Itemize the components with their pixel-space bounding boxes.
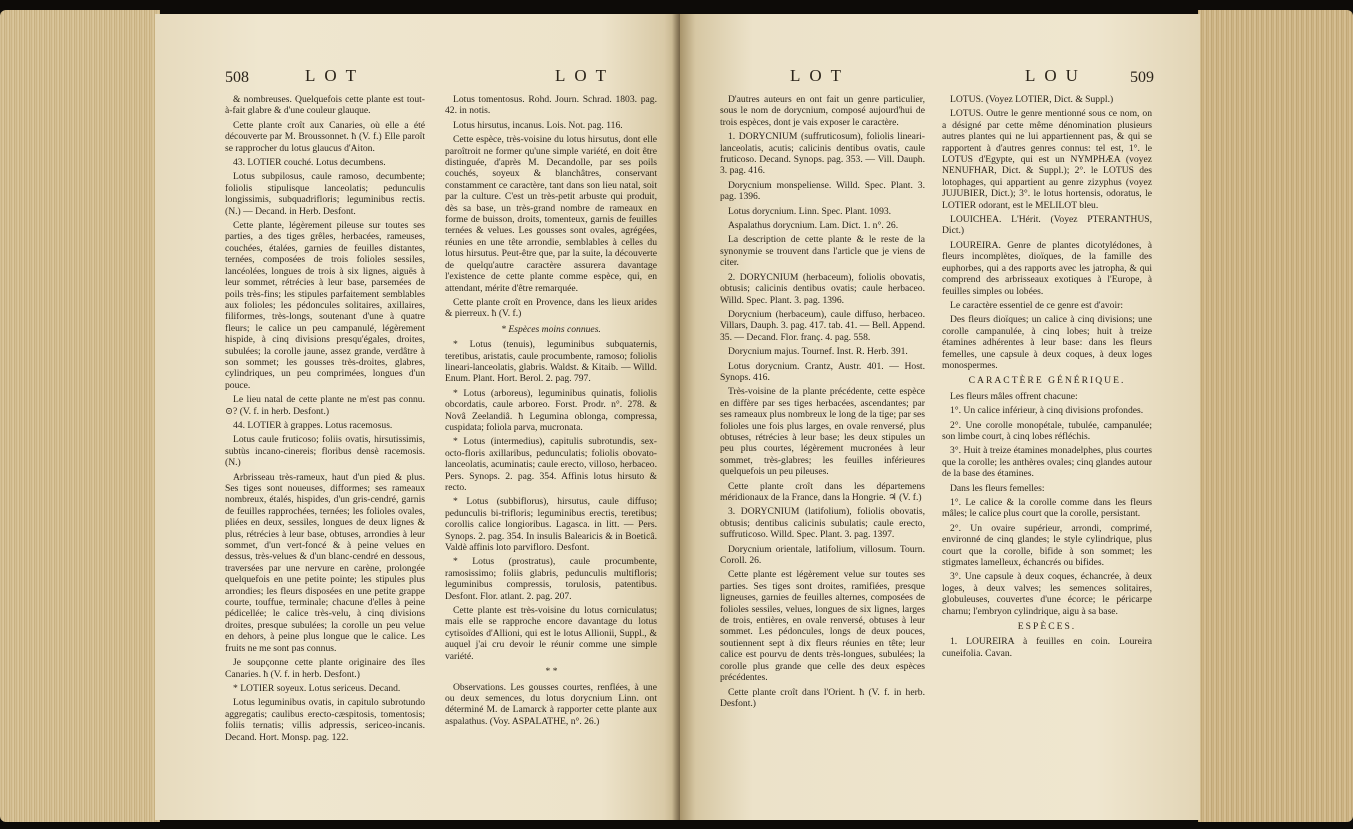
paragraph: Dorycnium monspeliense. Willd. Spec. Plant. 3. pag. 1396. xyxy=(720,179,925,203)
paragraph: * Lotus (arboreus), leguminibus quinatis, foliolis obcordatis, caule arboreo. Forst. Prodr. n°. 278. & Novâ Zeelandiâ. ħ Legumina oblonga, compressa, cuspidata; foliola parva, mucronata. xyxy=(445,387,657,433)
paragraph: LOUICHEA. L'Hérit. (Voyez PTERANTHUS, Dict.) xyxy=(942,214,1152,237)
paragraph: Dorycnium orientale, latifolium, villosum. Tourn. Coroll. 26. xyxy=(720,543,925,567)
paragraph: 44. LOTIER à grappes. Lotus racemosus. xyxy=(233,419,393,431)
paragraph: 43. LOTIER couché. Lotus decumbens. xyxy=(233,157,386,169)
paragraph: Observations. Les gousses courtes, renflées, à une ou deux semences, du lotus dorycnium Linn. ont déterminé M. de Lamarck à rapporter cette plante aux aspalathus. (Voy. ASPALATHE, n°. 26.) xyxy=(445,681,657,727)
paragraph: Le lieu natal de cette plante ne m'est pas connu. ⊙? (V. f. in herb. Desfont.) xyxy=(225,394,425,417)
paragraph: Très-voisine de la plante précédente, cette espèce en diffère par ses tiges herbacées, ascendantes; par ses rameaux plus nombreux le long de la tige; par ses folioles une fois plus larges, en ovale renversé, plus obtuses, rétrécies à leur base; les deux stipules un peu plus courtes, légèrement mucronées à leur sommet, très-glabres; les feuilles inférieures quelquefois un peu pileuses. xyxy=(720,386,925,478)
right-page xyxy=(680,14,1200,820)
paragraph: LOUREIRA. Genre de plantes dicotylédones, à fleurs incomplètes, dioïques, de la famille des euphorbes, qui a des rapports avec les jatropha, & qui comprend des arbrisseaux exotiques à l'Europe, à feuilles simples ou lobées. xyxy=(942,239,1152,297)
left-page-edges xyxy=(0,10,160,822)
paragraph: Lotus tomentosus. Rohd. Journ. Schrad. 1803. pag. 42. in notis. xyxy=(445,94,657,117)
paragraph: Lotus leguminibus ovatis, in capitulo subrotundo aggregatis; caulibus erecto-cæspitosis, tomentosis; foliis ternatis; villis adpressis, sericeo-incanis. Decand. Hort. Monsp. pag. 122. xyxy=(225,697,425,743)
right-page-number: 509 xyxy=(1130,69,1154,86)
right-column-1 xyxy=(720,94,925,712)
paragraph: Lotus caule fruticoso; foliis ovatis, hirsutissimis, subtùs incano-cinereis; floribus densè racemosis. (N.) xyxy=(225,434,425,469)
paragraph: Lotus subpilosus, caule ramoso, decumbente; foliolis stipulisque lanceolatis; pedunculis longissimis, subquadrifloris; leguminibus rectis. (N.) — Decand. in Herb. Desfont. xyxy=(225,171,425,217)
paragraph: 2. DORYCNIUM (herbaceum), foliolis obovatis, obtusis; calicinis dentibus ovatis; caule herbaceo. Willd. Spec. Plant. 3. pag. 1396. xyxy=(720,271,925,306)
paragraph: Cette plante est légèrement velue sur toutes ses parties. Ses tiges sont droites, ramifiées, presque ligneuses, garnies de feuilles alternes, composées de folioles sessiles, velues, longues de six lignes, larges de trois, entières, en ovale renversé, obtuses à leur sommet. Les pédoncules, longs de deux pouces, soutiennent sept à dix fleurs réunies en tête; leur calice est pourvu de dents très-longues, subulées; la corolle plus grande que celle des deux espèces précédentes. xyxy=(720,569,925,684)
paragraph: Cette espèce, très-voisine du lotus hirsutus, dont elle paroîtroit ne former qu'une simple variété, en doit être distinguée, d'après M. Decandolle, par ses poils couchés, soyeux & blanchâtres, conservant constamment ce caractère, tant dans son lieu natal, soit par la culture. C'est un très-petit arbuste qui produit, dès sa base, un très-grand nombre de rameaux en forme de buisson, droits, tomenteux, garnis de feuilles ternées & velues. Les gousses sont ovales, agrégées, réunies en une tête arrondie, semblables à celles du lotus hirsutus. Peut-être que, par la suite, la découverte de quelqu'autre caractère assurera davantage l'existence de cette plante comme espèce, qui, en attendant, mérite d'être remarquée. xyxy=(445,134,657,294)
right-page-edges xyxy=(1198,10,1353,822)
paragraph: Les fleurs mâles offrent chacune: xyxy=(950,390,1078,402)
left-page xyxy=(155,14,680,820)
paragraph: & nombreuses. Quelquefois cette plante est tout-à-fait glabre & d'une couleur glauque. xyxy=(225,94,425,117)
paragraph: * Lotus (prostratus), caule procumbente, ramosissimo; foliis glabris, pedunculis multifloris; leguminibus compressis, torulosis, patentibus. Desfont. Flor. atlant. 2. pag. 207. xyxy=(445,556,657,602)
paragraph: Dorycnium (herbaceum), caule diffuso, herbaceo. Villars, Dauph. 3. pag. 417. tab. 41. — Bell. Append. 35. — Decand. Flor. franç. 4. pag. 558. xyxy=(720,308,925,343)
right-running-head-2: LOU xyxy=(1025,66,1087,85)
paragraph: LOTUS. (Voyez LOTIER, Dict. & Suppl.) xyxy=(950,94,1114,105)
paragraph: 1. DORYCNIUM (suffruticosum), foliolis lineari-lanceolatis, acutis; calicinis dentibus ovatis, caule fruticoso. Decand. Synops. pag. 353. — Vill. Dauph. 3. pag. 416. xyxy=(720,131,925,177)
paragraph: Lotus dorycnium. Linn. Spec. Plant. 1093. xyxy=(728,205,892,217)
paragraph: Des fleurs dioïques; un calice à cinq divisions; une corolle campanulée, à cinq lobes; huit à treize étamines adhérentes à leur base: dans les fleurs femelles, une capsule à deux coques, à deux loges monospermes. xyxy=(942,314,1152,371)
paragraph: 1°. Un calice inférieur, à cinq divisions profondes. xyxy=(950,405,1144,417)
paragraph: 3°. Une capsule à deux coques, échancrée, à deux loges, à deux valves; les semences solitaires, globuleuses, couvertes d'une écorce; le péricarpe charnu; l'embryon cylindrique, aigu à sa base. xyxy=(942,571,1152,617)
paragraph: * Lotus (subbiflorus), hirsutus, caule diffuso; pedunculis bi-trifloris; leguminibus erectis, teretibus; corollis calice longioribus. Lagasca. in litt. — Pers. Synops. 2. pag. 354. In insulis Balearicis & in Boeticâ. Valdè affinis loto parvifloro. Desfont. xyxy=(445,496,657,554)
right-running-head-1: LOT xyxy=(790,66,851,85)
paragraph: Dans les fleurs femelles: xyxy=(950,482,1045,494)
paragraph: 3. DORYCNIUM (latifolium), foliolis obovatis, obtusis; dentibus calicinis subulatis; caule erecto, suffruticoso. Willd. Spec. Plant. 3. pag. 1397. xyxy=(720,506,925,541)
paragraph: Cette plante croît dans les départemens méridionaux de la France, dans la Hongrie. ♃ (V. f.) xyxy=(720,480,925,503)
right-column-2 xyxy=(942,94,1152,662)
paragraph: Cette plante est très-voisine du lotus corniculatus; mais elle se rapproche encore davantage du lotus cytisoïdes d'Allioni, qui est le lotus Allionii, Suppl., & auquel j'ai cru devoir le réunir comme une simple variété. xyxy=(445,605,657,662)
paragraph: * * xyxy=(545,666,557,678)
paragraph: Cette plante croît aux Canaries, où elle a été découverte par M. Broussonnet. ħ (V. f.) Elle paroît se rapprocher du lotus glaucus d'Aiton. xyxy=(225,119,425,154)
left-page-number: 508 xyxy=(225,69,249,86)
left-running-head-2: LOT xyxy=(555,66,616,85)
paragraph: 2°. Un ovaire supérieur, arrondi, comprimé, environné de cinq glandes; le style cylindrique, plus court que la corolle, bifide à son sommet; les stigmates lamelleux, échancrés ou bifides. xyxy=(942,522,1152,569)
paragraph: 1. LOUREIRA à feuilles en coin. Loureira cuneifolia. Cavan. xyxy=(942,636,1152,659)
paragraph: 2°. Une corolle monopétale, tubulée, campanulée; son limbe court, à cinq lobes réfléchis. xyxy=(942,419,1152,442)
paragraph: Cette plante croît en Provence, dans les lieux arides & pierreux. ħ (V. f.) xyxy=(445,296,657,320)
paragraph: Aspalathus dorycnium. Lam. Dict. 1. n°. 26. xyxy=(728,220,899,232)
paragraph: * Lotus (intermedius), capitulis subrotundis, sex-octo-floris axillaribus, pedunculatis; foliolis obovato-lanceolatis, acuminatis; caule erecto, villoso, herbaceo. Pers. Synops. 2. pag. 354. Affinis lotus hirsuto & recto. xyxy=(445,436,657,493)
paragraph: Lotus dorycnium. Crantz, Austr. 401. — Host. Synops. 416. xyxy=(720,360,925,383)
paragraph: CARACTÈRE GÉNÉRIQUE. xyxy=(968,375,1126,387)
paragraph: * Espèces moins connues. xyxy=(501,323,601,335)
left-column-1 xyxy=(225,94,425,746)
paragraph: Le caractère essentiel de ce genre est d'avoir: xyxy=(950,299,1123,311)
paragraph: * Lotus (tenuis), leguminibus subquaternis, teretibus, aristatis, caule procumbente, ramoso; foliolis lineari-lanceolatis, glabris. Waldst. & Kitaib. — Willd. Enum. Plant. Hort. Berol. 2. pag. 797. xyxy=(445,339,657,385)
paragraph: LOTUS. Outre le genre mentionné sous ce nom, on a désigné par cette même dénomination plusieurs autres plantes qui ne lui appartiennent pas, & qui se rapportent à d'autres genres connus: tel est, 1°. le LOTUS d'Egypte, qui est un NYMPHÆA (voyez NENUFHAR, Dict. & Suppl.); 2°. le LOTUS des lotophages, qui appartient au genre zizyphus (voyez JUJUBIER, Dict.); 3°. le lotus hortensis, odoratus, le LOTIER odorant, est le MELILOT bleu. xyxy=(942,108,1152,211)
left-running-head-1: LOT xyxy=(305,66,366,85)
paragraph: 1°. Le calice & la corolle comme dans les fleurs mâles; le calice plus court que la corolle, persistant. xyxy=(942,497,1152,520)
left-column-2 xyxy=(445,94,657,730)
paragraph: Cette plante, légèrement pileuse sur toutes ses parties, a des tiges grêles, herbacées, rameuses, couchées, étalées, garnies de feuilles distantes, ternées, composées de trois folioles sessiles, lancéolées, longues de trois à six lignes, aiguës à leur sommet, rétrécies à leur base, parsemées de poils très-fins; les stipules parfaitement semblables aux folioles; les pédoncules solitaires, axillaires, filiformes, très-longs, soutenant d'une à quatre fleurs; le calice un peu campanulé, légèrement hispide, à cinq divisions presqu'égales, droites, subulées; la corolle jaune, assez grande, verdâtre à son sommet; les gousses très-droites, glabres, cylindriques, un peu comprimées, longues d'un pouce. xyxy=(225,220,425,391)
paragraph: Cette plante croît dans l'Orient. ħ (V. f. in herb. Desfont.) xyxy=(720,686,925,709)
paragraph: D'autres auteurs en ont fait un genre particulier, sous le nom de dorycnium, composé aujourd'hui de trois espèces, dont je vais exposer le caractère. xyxy=(720,94,925,128)
paragraph: 3°. Huit à treize étamines monadelphes, plus courtes que la corolle; les anthères ovales; cinq glandes autour de la base des étamines. xyxy=(942,445,1152,480)
paragraph: Lotus hirsutus, incanus. Lois. Not. pag. 116. xyxy=(453,119,623,131)
paragraph: Arbrisseau très-rameux, haut d'un pied & plus. Ses tiges sont noueuses, difformes; ses rameaux nombreux, étalés, hispides, d'un gris-cendré, garnis de feuilles rapprochées, ternées; les folioles ovales, pliées en deux, sessiles, longues de deux lignes & plus, rétrécies à leur base, obtuses, arrondies à leur sommet, d'un vert-foncé & à peine velues en dessus, très-velues & d'un blanc-cendré en dessous, traversées par une nervure en carène, prolongée quelquefois en une petite pointe; les stipules plus arrondies; les fleurs disposées en une petite grappe courte, touffue, terminale; chacune d'elles à peine pédicellée; le calice très-velu, à cinq divisions droites, presque subulées; la corolle un peu velue en dehors, à peine plus longue que le calice. Les fruits ne me sont pas connus. xyxy=(225,471,425,654)
paragraph: Je soupçonne cette plante originaire des îles Canaries. ħ (V. f. in herb. Desfont.) xyxy=(225,657,425,680)
paragraph: * LOTIER soyeux. Lotus sericeus. Decand. xyxy=(233,682,401,694)
paragraph: ESPÈCES. xyxy=(1017,621,1077,633)
paragraph: La description de cette plante & le reste de la synonymie se trouvent dans l'article que je viens de citer. xyxy=(720,234,925,269)
paragraph: Dorycnium majus. Tournef. Inst. R. Herb. 391. xyxy=(728,346,908,358)
